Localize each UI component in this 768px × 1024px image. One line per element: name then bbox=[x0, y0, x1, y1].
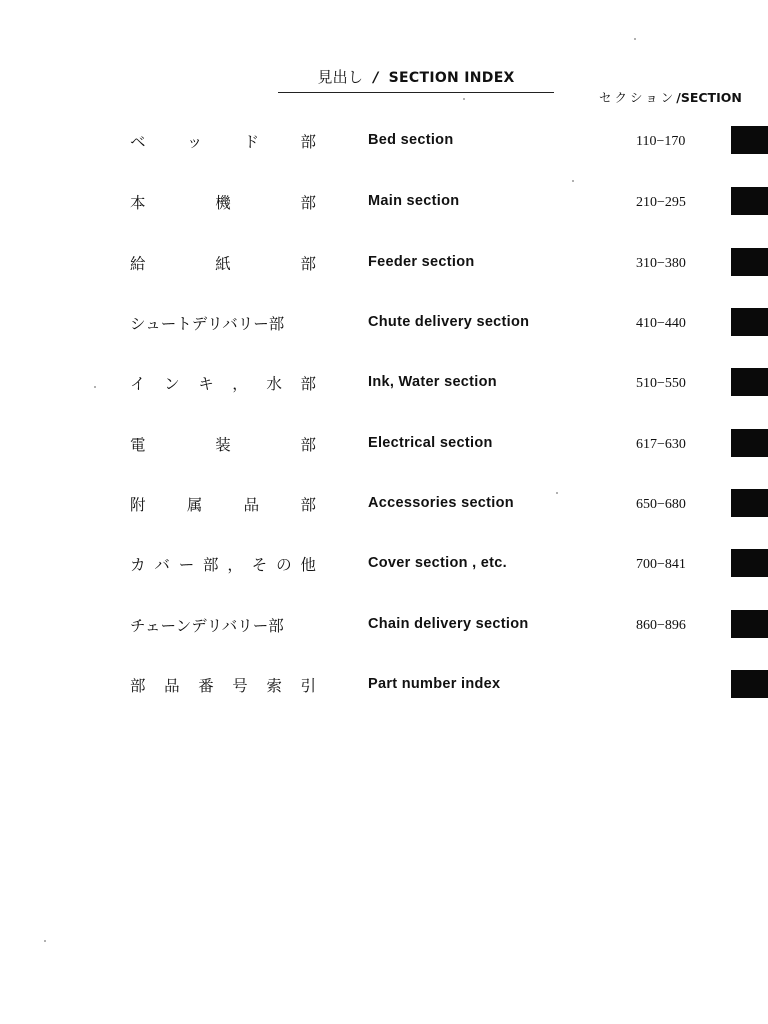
row-label-jp-char: ン bbox=[164, 375, 180, 393]
thumb-index-tab[interactable] bbox=[731, 610, 768, 638]
index-row-main[interactable] bbox=[0, 187, 768, 217]
row-page-range: 650−680 bbox=[636, 497, 686, 512]
row-page-range: 617−630 bbox=[636, 437, 686, 452]
row-label-jp-char: 部 bbox=[300, 436, 316, 454]
row-label-jp bbox=[130, 191, 316, 213]
row-label-jp-char: ， bbox=[232, 375, 248, 393]
row-label-en[interactable]: Ink, Water section bbox=[368, 374, 497, 390]
row-label-jp-char: 給 bbox=[130, 255, 146, 273]
row-label-jp-char: 部 bbox=[300, 133, 316, 151]
row-label-jp-char: ッ bbox=[186, 133, 203, 151]
row-label-en[interactable]: Bed section bbox=[368, 132, 454, 148]
row-page-range: 310−380 bbox=[636, 256, 686, 271]
scan-speck bbox=[44, 940, 46, 942]
row-label-en[interactable]: Cover section , etc. bbox=[368, 555, 507, 571]
title-separator: / bbox=[373, 70, 379, 86]
row-label-jp-char: 部 bbox=[203, 556, 219, 574]
row-label-jp-char: の bbox=[276, 556, 292, 574]
row-label-jp-char: 属 bbox=[186, 496, 203, 514]
row-label-jp-char: 部 bbox=[300, 496, 316, 514]
row-label-jp bbox=[130, 252, 316, 274]
index-row-bed[interactable] bbox=[0, 126, 768, 156]
row-label-jp-char: 品 bbox=[164, 677, 180, 695]
row-label-en[interactable]: Electrical section bbox=[368, 435, 493, 451]
row-label-jp-char: ド bbox=[243, 133, 260, 151]
index-row-feeder[interactable] bbox=[0, 248, 768, 278]
scan-speck bbox=[634, 38, 636, 40]
row-label-jp-char: 紙 bbox=[215, 255, 231, 273]
row-label-jp-char: イ bbox=[130, 375, 146, 393]
row-label-jp-char: ー bbox=[178, 556, 195, 574]
index-row-cover[interactable] bbox=[0, 549, 768, 579]
index-row-electrical[interactable] bbox=[0, 429, 768, 459]
row-label-jp: シュートデリバリー部 bbox=[130, 315, 285, 333]
row-page-range: 110−170 bbox=[636, 134, 686, 149]
row-label-en[interactable]: Chain delivery section bbox=[368, 616, 529, 632]
row-label-jp bbox=[130, 433, 316, 455]
row-label-jp bbox=[130, 130, 316, 152]
row-label-jp-char: 部 bbox=[300, 375, 316, 393]
thumb-index-tab[interactable] bbox=[731, 126, 768, 154]
row-label-en[interactable]: Chute delivery section bbox=[368, 314, 530, 330]
thumb-index-tab[interactable] bbox=[731, 248, 768, 276]
row-page-range: 700−841 bbox=[636, 557, 686, 572]
row-label-jp-char: 水 bbox=[266, 375, 282, 393]
scan-speck bbox=[556, 492, 558, 494]
row-label-jp-char: バ bbox=[154, 556, 170, 574]
row-label-jp-char: 他 bbox=[300, 556, 316, 574]
row-label-jp-char: 号 bbox=[232, 677, 248, 695]
index-row-accessories[interactable] bbox=[0, 489, 768, 519]
row-label-jp-char: 本 bbox=[130, 194, 146, 212]
row-label-jp-char: 部 bbox=[300, 194, 316, 212]
row-label-jp-char: 附 bbox=[130, 496, 146, 514]
index-row-ink-water[interactable] bbox=[0, 368, 768, 398]
index-row-part-number[interactable] bbox=[0, 670, 768, 700]
row-label-jp-char: 引 bbox=[300, 677, 316, 695]
row-label-jp-char: 電 bbox=[130, 436, 146, 454]
row-label-jp-char: キ bbox=[198, 375, 214, 393]
row-label-jp bbox=[130, 493, 316, 515]
row-label-jp bbox=[130, 372, 316, 394]
row-label-jp-char: 索 bbox=[266, 677, 282, 695]
row-label-jp-char: 部 bbox=[130, 677, 146, 695]
page-title bbox=[278, 66, 554, 93]
thumb-index-tab[interactable] bbox=[731, 489, 768, 517]
row-page-range: 210−295 bbox=[636, 195, 686, 210]
row-label-en[interactable]: Feeder section bbox=[368, 254, 475, 270]
section-column-header bbox=[599, 88, 742, 106]
row-label-jp-char: ベ bbox=[130, 133, 146, 151]
scan-speck bbox=[463, 98, 465, 100]
scan-speck bbox=[94, 386, 96, 388]
row-label-jp-char: 番 bbox=[198, 677, 214, 695]
page-title-jp: 見出し bbox=[317, 68, 364, 86]
index-row-chute-delivery[interactable] bbox=[0, 308, 768, 338]
thumb-index-tab[interactable] bbox=[731, 187, 768, 215]
thumb-index-tab[interactable] bbox=[731, 308, 768, 336]
row-label-jp-char: 装 bbox=[215, 436, 231, 454]
row-label-en[interactable]: Accessories section bbox=[368, 495, 514, 511]
row-page-range: 510−550 bbox=[636, 376, 686, 391]
page-title-en: SECTION INDEX bbox=[388, 70, 515, 86]
row-label-jp bbox=[130, 674, 316, 696]
row-label-en[interactable]: Main section bbox=[368, 193, 460, 209]
row-label-jp-char: 品 bbox=[243, 496, 260, 514]
row-label-jp bbox=[130, 553, 316, 575]
section-column-header-en: /SECTION bbox=[676, 90, 742, 105]
thumb-index-tab[interactable] bbox=[731, 670, 768, 698]
row-label-en[interactable]: Part number index bbox=[368, 676, 501, 692]
index-row-chain-delivery[interactable] bbox=[0, 610, 768, 640]
row-page-range: 410−440 bbox=[636, 316, 686, 331]
row-label-jp-char: カ bbox=[130, 556, 146, 574]
thumb-index-tab[interactable] bbox=[731, 549, 768, 577]
row-label-jp-char: 部 bbox=[300, 255, 316, 273]
thumb-index-tab[interactable] bbox=[731, 368, 768, 396]
scan-speck bbox=[572, 180, 574, 182]
row-label-jp: チェーンデリバリー部 bbox=[130, 617, 284, 635]
thumb-index-tab[interactable] bbox=[731, 429, 768, 457]
row-label-jp-char: 機 bbox=[215, 194, 231, 212]
section-column-header-jp: セクション bbox=[599, 90, 677, 105]
row-label-jp-char: そ bbox=[251, 556, 268, 574]
row-page-range: 860−896 bbox=[636, 618, 686, 633]
row-label-jp-char: ， bbox=[227, 556, 243, 574]
